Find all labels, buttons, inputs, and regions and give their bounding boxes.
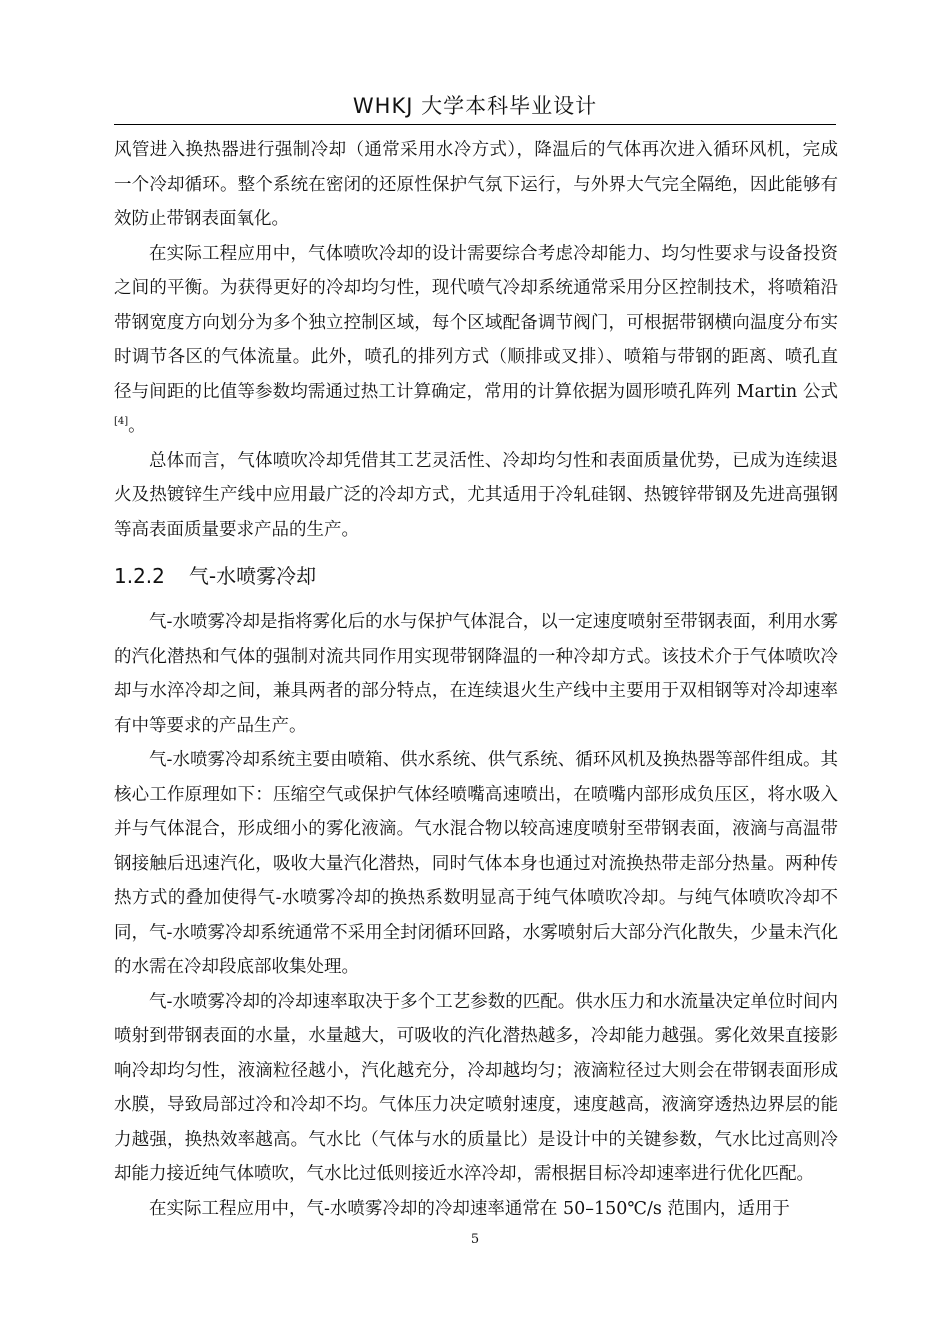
paragraph: 总体而言，气体喷吹冷却凭借其工艺灵活性、冷却均匀性和表面质量优势，已成为连续退火及热镀锌生产线中应用最广泛的冷却方式，尤其适用于冷轧硅钢、热镀锌带钢及先进高强钢等高表面质量要求产品的生产。	[114, 450, 838, 540]
section-title: 气-水喷雾冷却	[188, 564, 317, 588]
paragraph: 风管进入换热器进行强制冷却（通常采用水冷方式），降温后的气体再次进入循环风机，完成一个冷却循环。整个系统在密闭的还原性保护气氛下运行，与外界大气完全隔绝，因此能够有效防止带钢表面氧化。	[114, 140, 838, 229]
body-text	[114, 133, 838, 1226]
page-number: 5	[470, 1232, 480, 1247]
paragraph: 气-水喷雾冷却系统主要由喷箱、供水系统、供气系统、循环风机及换热器等部件组成。其核心工作原理如下：压缩空气或保护气体经喷嘴高速喷出，在喷嘴内部形成负压区，将水吸入并与气体混合，形成细小的雾化液滴。气水混合物以较高速度喷射至带钢表面，液滴与高温带钢接触后迅速汽化，吸收大量汽化潜热，同时气体本身也通过对流换热带走部分热量。两种传热方式的叠加使得气-水喷雾冷却的换热系数明显高于纯气体喷吹冷却。与纯气体喷吹冷却不同，气-水喷雾冷却系统通常不采用全封闭循环回路，水雾喷射后大部分汽化散失，少量未汽化的水需在冷却段底部收集处理。	[114, 750, 838, 977]
paragraph: 在实际工程应用中，气-水喷雾冷却的冷却速率通常在 50–150℃/s 范围内，适用于	[149, 1198, 790, 1219]
paragraph	[114, 237, 838, 444]
section-number: 1.2.2	[114, 564, 165, 588]
page-header: WHKJ 大学本科毕业设计	[352, 94, 598, 118]
section-heading	[114, 560, 838, 592]
paragraph: 气-水喷雾冷却是指将雾化后的水与保护气体混合，以一定速度喷射至带钢表面，利用水雾的汽化潜热和气体的强制对流共同作用实现带钢降温的一种冷却方式。该技术介于气体喷吹冷却与水淬冷却之间，兼具两者的部分特点，在连续退火生产线中主要用于双相钢等对冷却速率有中等要求的产品生产。	[114, 612, 838, 736]
paragraph-text: 在实际工程应用中，气体喷吹冷却的设计需要综合考虑冷却能力、均匀性要求与设备投资之间的平衡。为获得更好的冷却均匀性，现代喷气冷却系统通常采用分区控制技术，将喷箱沿带钢宽度方向划分为多个独立控制区域，每个区域配备调节阀门，可根据带钢横向温度分布实时调节各区的气体流量。此外，喷孔的排列方式（顺排或叉排）、喷箱与带钢的距离、喷孔直径与间距的比值等参数均需通过热工计算确定，常用的计算依据为圆形喷孔阵列 Martin 公式	[114, 243, 838, 402]
header-rule	[114, 124, 836, 125]
paragraph-tail: 。	[128, 416, 146, 436]
citation-ref[interactable]: [4]	[114, 416, 129, 427]
paragraph: 气-水喷雾冷却的冷却速率取决于多个工艺参数的匹配。供水压力和水流量决定单位时间内喷射到带钢表面的水量，水量越大，可吸收的汽化潜热越多，冷却能力越强。雾化效果直接影响冷却均匀性，液滴粒径越小，汽化越充分，冷却越均匀；液滴粒径过大则会在带钢表面形成水膜，导致局部过冷和冷却不均。气体压力决定喷射速度，速度越高，液滴穿透热边界层的能力越强，换热效率越高。气水比（气体与水的质量比）是设计中的关键参数，气水比过高则冷却能力接近纯气体喷吹，气水比过低则接近水淬冷却，需根据目标冷却速率进行优化匹配。	[114, 991, 838, 1184]
